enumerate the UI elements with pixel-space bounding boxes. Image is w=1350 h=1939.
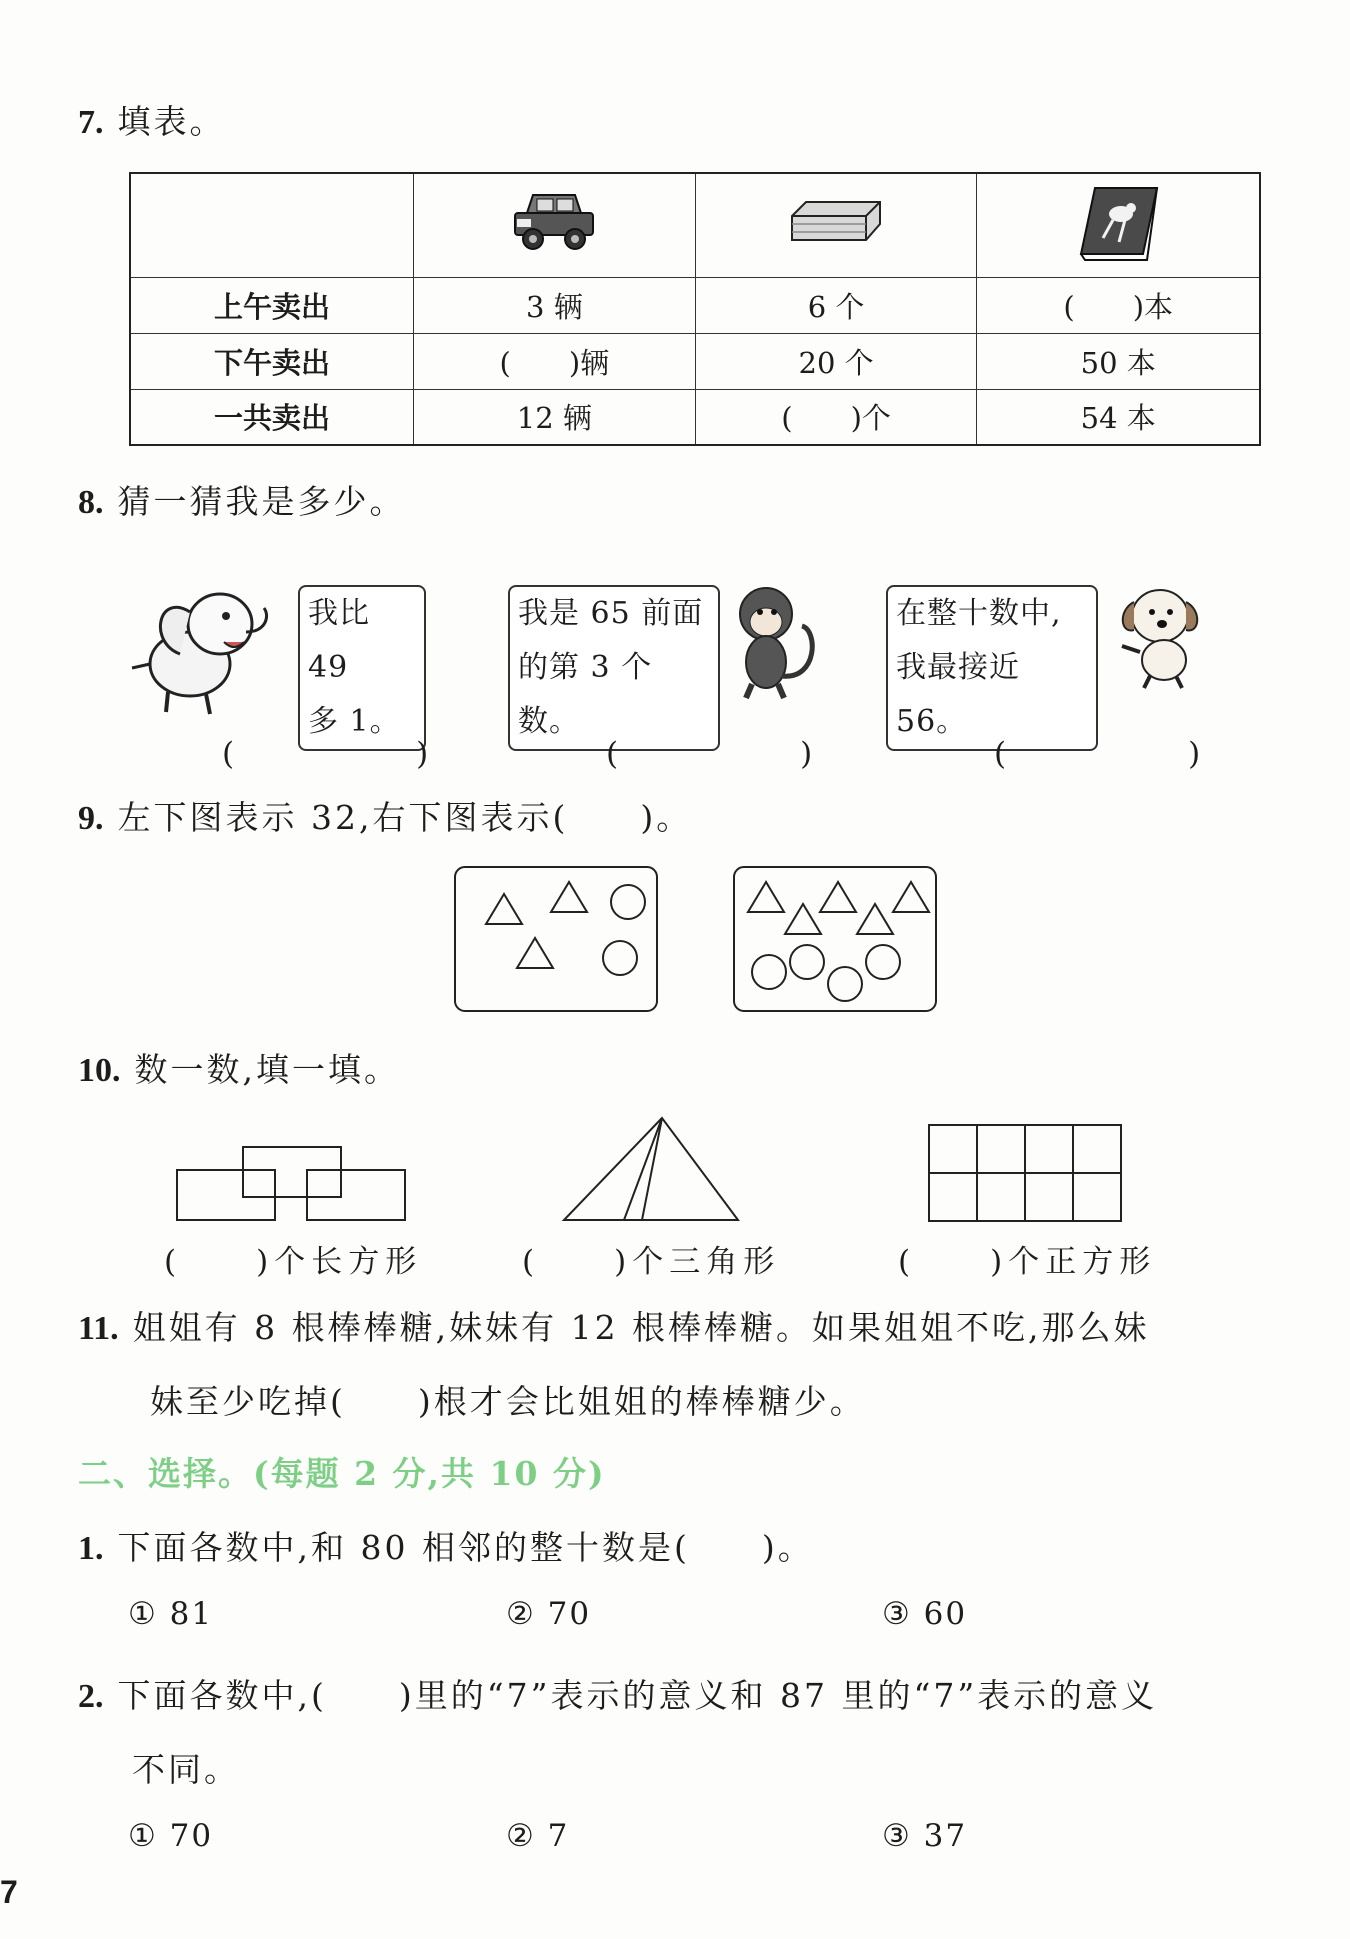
choice2-heading <box>78 1670 1157 1717</box>
monkey-icon <box>722 580 822 700</box>
circle-shape <box>752 955 786 989</box>
square-count-blank[interactable]: ( )个正方形 <box>898 1244 1157 1280</box>
table-cell: 20 个 <box>695 333 977 389</box>
choice1-option-1[interactable]: ① 81 <box>128 1596 214 1632</box>
q7-title: 填表。 <box>117 102 226 141</box>
eraser-icon <box>786 194 886 250</box>
table-cell: 54 本 <box>977 389 1260 445</box>
table-row <box>130 333 1260 389</box>
choice1-heading <box>78 1522 814 1569</box>
q10-number: 10. <box>78 1052 121 1089</box>
choice2-option-3[interactable]: ③ 37 <box>882 1818 968 1854</box>
circle-shape <box>790 945 824 979</box>
speech-bubble-dog <box>886 585 1098 751</box>
choice2-line2: 不同。 <box>132 1750 240 1789</box>
triangle-shape <box>748 882 784 912</box>
section-title: 二、选择。(每题 2 分,共 10 分) <box>78 1454 606 1493</box>
q7-heading <box>78 96 226 143</box>
table-cell: 3 辆 <box>414 277 696 333</box>
triangle-shape <box>785 904 821 934</box>
figure-right <box>733 866 937 1012</box>
table-row <box>130 389 1260 445</box>
triangle-shape <box>551 882 587 912</box>
triangle-count-blank[interactable]: ( )个三角形 <box>522 1244 781 1280</box>
row-label: 上午卖出 <box>130 277 414 333</box>
rectangles-figure <box>176 1146 408 1222</box>
table-row <box>130 277 1260 333</box>
speech-bubble-monkey <box>508 585 720 751</box>
triangle-shape <box>517 938 553 968</box>
q11-number: 11. <box>78 1310 119 1347</box>
book-icon <box>1073 182 1163 262</box>
triangles-figure <box>562 1116 740 1222</box>
answer-blank[interactable]: ( ) <box>222 736 469 772</box>
table-cell-blank[interactable]: ( )本 <box>977 277 1260 333</box>
bubble-line: 在整十数中, <box>896 596 1062 631</box>
answer-blank[interactable]: ( ) <box>606 736 853 772</box>
bubble-line: 我最接近 56。 <box>896 650 1020 739</box>
choice1-number: 1. <box>78 1530 104 1567</box>
q11-line2: 妹至少吃掉( )根才会比姐姐的棒棒糖少。 <box>150 1382 866 1421</box>
q11-heading <box>78 1302 1150 1349</box>
dog-icon <box>1110 580 1210 690</box>
header-car-cell <box>414 173 696 277</box>
bubble-line: 的第 3 个数。 <box>518 650 653 739</box>
bubble-line: 我比 49 <box>308 596 370 685</box>
elephant-icon <box>128 572 278 722</box>
choice2-line1: 下面各数中,( )里的“7”表示的意义和 87 里的“7”表示的意义 <box>117 1676 1158 1715</box>
triangle-shape <box>857 904 893 934</box>
car-icon <box>509 189 599 255</box>
header-empty-cell <box>130 173 414 277</box>
bubble-line: 我是 65 前面 <box>518 596 704 631</box>
circle-shape <box>603 941 637 975</box>
row-label: 下午卖出 <box>130 333 414 389</box>
choice1-option-2[interactable]: ② 70 <box>506 1596 592 1632</box>
table-header-row <box>130 173 1260 277</box>
rectangle-count-blank[interactable]: ( )个长方形 <box>164 1244 423 1280</box>
q7-table <box>129 172 1261 446</box>
table-cell: 6 个 <box>695 277 977 333</box>
figure-left-32 <box>454 866 658 1012</box>
triangle-shape <box>893 882 929 912</box>
header-eraser-cell <box>695 173 977 277</box>
q8-number: 8. <box>78 484 104 521</box>
bubble-line: 多 1。 <box>308 704 401 739</box>
circle-shape <box>611 885 645 919</box>
q9-number: 9. <box>78 800 104 837</box>
answer-blank[interactable]: ( ) <box>994 736 1241 772</box>
q10-heading <box>78 1044 400 1091</box>
table-cell-blank[interactable]: ( )辆 <box>414 333 696 389</box>
page-number: 7 <box>0 1874 18 1910</box>
triangle-shape <box>486 894 522 924</box>
q8-heading <box>78 476 406 523</box>
q8-title: 猜一猜我是多少。 <box>117 482 406 521</box>
q9-text: 左下图表示 32,右下图表示( )。 <box>117 798 693 837</box>
squares-figure <box>928 1124 1122 1222</box>
speech-bubble-elephant <box>298 585 426 751</box>
triangle-shape <box>820 882 856 912</box>
q7-number: 7. <box>78 104 104 141</box>
circle-shape <box>828 967 862 1001</box>
choice1-option-3[interactable]: ③ 60 <box>882 1596 968 1632</box>
circle-shape <box>866 945 900 979</box>
row-label: 一共卖出 <box>130 389 414 445</box>
choice1-text: 下面各数中,和 80 相邻的整十数是( )。 <box>117 1528 814 1567</box>
table-cell: 50 本 <box>977 333 1260 389</box>
choice2-option-1[interactable]: ① 70 <box>128 1818 214 1854</box>
q9-heading <box>78 792 692 839</box>
q10-title: 数一数,填一填。 <box>134 1050 400 1089</box>
q11-line1: 姐姐有 8 根棒棒糖,妹妹有 12 根棒棒糖。如果姐姐不吃,那么妹 <box>132 1308 1150 1347</box>
table-cell-blank[interactable]: ( )个 <box>695 389 977 445</box>
choice2-option-2[interactable]: ② 7 <box>506 1818 570 1854</box>
header-book-cell <box>977 173 1260 277</box>
table-cell: 12 辆 <box>414 389 696 445</box>
choice2-number: 2. <box>78 1678 104 1715</box>
